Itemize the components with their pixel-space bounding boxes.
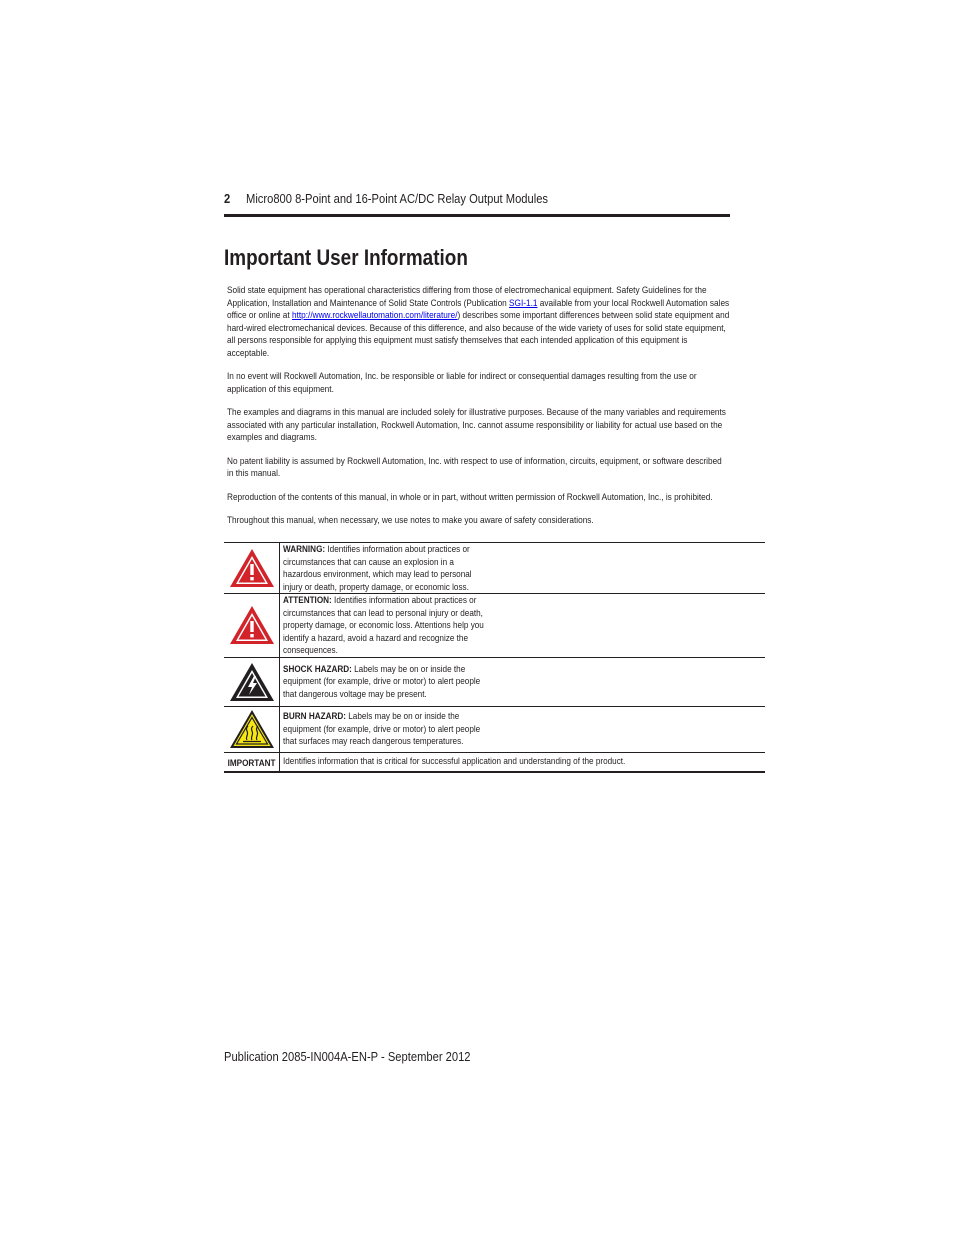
page-number: 2 — [224, 191, 231, 206]
shock-text: Labels may be on or inside the equipment (for example, drive or motor) to alert people that dangerous voltage may be present. — [283, 662, 481, 699]
safety-notes-table — [224, 542, 765, 773]
body-text — [227, 284, 730, 538]
shock-label: SHOCK HAZARD: — [283, 662, 352, 674]
paragraph-3: The examples and diagrams in this manual are included solely for illustrative purposes. Because of the many variables and requirements associated with any particular installation, Rockwell Automation, Inc. cannot assume responsibility or liability for actual use based on the examples and diagrams. — [227, 406, 726, 442]
burn-text: Labels may be on or inside the equipment (for example, drive or motor) to alert people that surfaces may reach dangerous temperatures. — [283, 710, 481, 747]
burn-label: BURN HAZARD: — [283, 710, 347, 722]
important-text: Identifies information that is critical for successful application and understanding of the product. — [283, 755, 626, 767]
paragraph-1: Solid state equipment has operational characteristics differing from those of electromechanical equipment. Safety Guidelines for the Application, Installation and Maintenance of Solid State Controls (Publication SGI-1.1 available from your local Rockwell Automation sales office or online at http://www.rockwellautomation.com/literature/) describes some important differences between solid state equipment and hard-wired electromechanical devices. Because of this difference, and also because of the wide variety of uses for solid state equipment, all persons responsible for applying this equipment must satisfy themselves that each intended application of this equipment is acceptable. — [227, 284, 730, 358]
publication-footer: Publication 2085-IN004A-EN-P - September 2012 — [224, 1049, 471, 1064]
burn-hazard-icon — [228, 708, 276, 750]
paragraph-6: Throughout this manual, when necessary, we use notes to make you aware of safety considerations. — [227, 514, 594, 525]
warning-text: Identifies information about practices or circumstances that can cause an explosion in a hazardous environment, which may lead to personal injury or death, property damage, or economic loss. — [283, 543, 472, 592]
page-title: Important User Information — [224, 245, 468, 270]
paragraph-5: Reproduction of the contents of this manual, in whole or in part, without written permission of Rockwell Automation, Inc., is prohibited. — [227, 490, 713, 502]
warning-label: WARNING: — [283, 543, 326, 554]
warning-triangle-icon — [228, 547, 276, 589]
header-rule — [224, 214, 730, 217]
sgi-link[interactable]: SGI-1.1 — [509, 296, 538, 308]
attention-label: ATTENTION: — [283, 594, 332, 605]
note-row-shock — [224, 657, 765, 706]
note-row-important — [224, 752, 765, 772]
paragraph-4: No patent liability is assumed by Rockwell Automation, Inc. with respect to use of information, circuits, equipment, or software described in this manual. — [227, 454, 722, 478]
note-row-warning — [224, 543, 765, 594]
shock-hazard-icon — [228, 661, 276, 703]
attention-text: Identifies information about practices or circumstances that can lead to personal injury or death, property damage, or economic loss. Attentions help you identify a hazard, avoid a hazard and recognize the consequences. — [283, 594, 484, 655]
document-title: Micro800 8-Point and 16-Point AC/DC Relay Output Modules — [246, 191, 549, 206]
paragraph-2: In no event will Rockwell Automation, Inc. be responsible or liable for indirect or consequential damages resulting from the use or application of this equipment. — [227, 370, 697, 394]
literature-link[interactable]: http://www.rockwellautomation.com/literature/ — [291, 309, 458, 320]
important-label: IMPORTANT — [227, 756, 276, 768]
attention-triangle-icon — [228, 604, 276, 646]
page-header — [224, 191, 730, 215]
note-row-attention — [224, 594, 765, 658]
note-row-burn — [224, 706, 765, 752]
